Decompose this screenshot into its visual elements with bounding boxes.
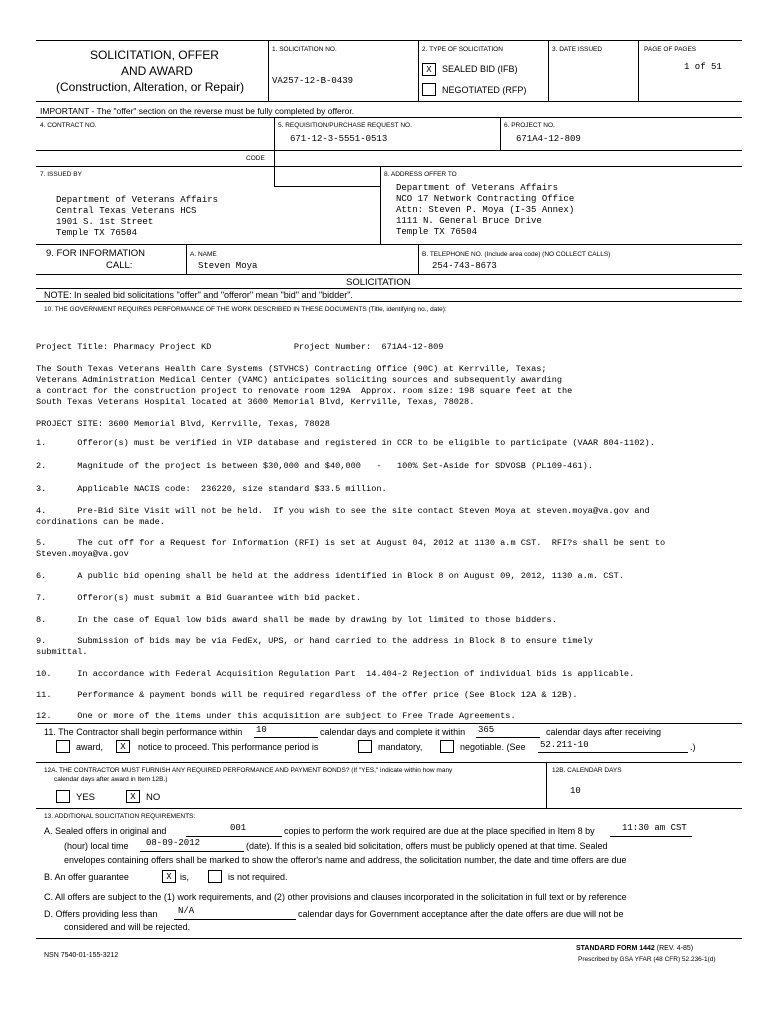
list-item: 8. In the case of Equal low bids award shall be made by drawing by lot limited to those bidders. [36, 615, 557, 625]
project-site: PROJECT SITE: 3600 Memorial Blvd, Kerrville, Texas, 78028 [36, 419, 330, 429]
list-item: 2. Magnitude of the project is between $30,000 and $40,000 - 100% Set-Aside for SDVOSB (PL109-461). [36, 461, 593, 471]
guarantee-is-label: is, [180, 872, 189, 882]
negotiable-label: negotiable. (See [460, 742, 526, 752]
solicitation-no-label: 1. SOLICITATION NO. [272, 46, 337, 53]
prescribed-by: Prescribed by GSA YFAR (48 CFR) 52.236-1(d) [578, 956, 716, 963]
copies-value[interactable]: 001 [230, 823, 247, 833]
list-item: 1. Offeror(s) must be verified in VIP database and registered in CCR to be eligible to participate (VAAR 804-1102). [36, 438, 655, 448]
see-close: .) [690, 742, 696, 752]
standard-form-rev: (REV. 4-85) [656, 945, 694, 952]
hour-prefix: (hour) local time [64, 841, 129, 851]
address-offer-line: 1111 N. General Bruce Drive [396, 216, 542, 226]
item10-label: 10. THE GOVERNMENT REQUIRES PERFORMANCE OF THE WORK DESCRIBED IN THESE DOCUMENTS (Title, identifying no., date): [44, 306, 447, 313]
item13-d-suffix: calendar days for Government acceptance after the date offers are due will not be [298, 909, 624, 919]
code-label: CODE [246, 155, 265, 162]
info-call-label: 9. FOR INFORMATION [46, 248, 146, 259]
mandatory-checkbox[interactable] [358, 740, 372, 753]
list-item: 5. The cut off for a Request for Information (RFI) is set at August 04, 2012 at 1130 a.m CST. RFI?s shall be sent to Steven.moya@va.gov [36, 538, 666, 559]
address-offer-label: 8. ADDRESS OFFER TO [384, 171, 457, 178]
issued-by-line: Central Texas Veterans HCS [56, 206, 197, 216]
negotiated-checkbox[interactable] [422, 83, 436, 96]
standard-form [576, 945, 693, 952]
issued-by-line: Temple TX 76504 [56, 228, 138, 238]
item12a-label2: calendar days after award in Item 12B.) [54, 776, 168, 783]
item11-days-complete[interactable]: 365 [478, 725, 495, 735]
info-phone-value[interactable]: 254-743-8673 [432, 261, 497, 271]
form-title-line2: AND AWARD [121, 64, 193, 78]
page-of-pages-value: 1 of 51 [684, 62, 722, 72]
note-text: NOTE: In sealed bid solicitations "offer" and "offeror" mean "bid" and "bidder". [44, 290, 353, 300]
guarantee-is-checkbox[interactable]: X [162, 870, 176, 883]
issued-by-line: 1901 S. 1st Street [56, 217, 154, 227]
form-title-line3: (Construction, Alteration, or Repair) [56, 80, 245, 94]
standard-form-name: STANDARD FORM 1442 [576, 945, 655, 952]
project-no-label: 6. PROJECT NO. [504, 122, 555, 129]
item11-days-begin[interactable]: 10 [256, 725, 267, 735]
guarantee-is-not-checkbox[interactable] [208, 870, 222, 883]
nsn-number: NSN 7540-01-155-3212 [44, 952, 119, 959]
solicitation-heading: SOLICITATION [346, 277, 411, 288]
bonds-yes-label: YES [76, 792, 96, 803]
item13-c-text: C. All offers are subject to the (1) work requirements, and (2) other provisions and clauses incorporated in the solicitation in full text or by reference [44, 892, 627, 902]
info-name-label: A. NAME [190, 251, 217, 258]
date-value[interactable]: 08-09-2012 [146, 838, 201, 848]
form-title-line1: SOLICITATION, OFFER [90, 48, 219, 62]
info-name-value[interactable]: Steven Moya [198, 261, 258, 271]
contract-no-label: 4. CONTRACT NO. [40, 122, 97, 129]
list-item: 11. Performance & payment bonds will be required regardless of the offer price (See Block 12A & 12B). [36, 690, 578, 700]
list-item: 12. One or more of the items under this acquisition are subject to Free Trade Agreements. [36, 711, 516, 721]
address-offer-line: Department of Veterans Affairs [396, 183, 559, 193]
item11-text1: 11. The Contractor shall begin performance within [44, 727, 243, 737]
item13-d-prefix: D. Offers providing less than [44, 909, 158, 919]
list-item: 6. A public bid opening shall be held at the address identified in Block 8 on August 09, 2012, 1130 a.m. CST. [36, 571, 624, 581]
negotiable-checkbox[interactable] [440, 740, 454, 753]
sealed-bid-checkbox[interactable]: X [422, 63, 436, 76]
guarantee-is-not-label: is not required. [228, 872, 288, 882]
project-no-value[interactable]: 671A4-12-809 [516, 134, 581, 144]
bonds-no-checkbox[interactable]: X [126, 790, 140, 803]
envelopes-text: envelopes containing offers shall be marked to show the offeror's name and address, the solicitation number, the date and time offers are due [64, 855, 627, 865]
item13-a-mid: copies to perform the work required are due at the place specified in Item 8 by [284, 826, 595, 836]
item12b-value[interactable]: 10 [570, 786, 581, 796]
issued-by-line: Department of Veterans Affairs [56, 195, 219, 205]
date-suffix: (date). If this is a sealed bid solicitation, offers must be publicly opened at that time. Sealed [246, 841, 608, 851]
important-note: IMPORTANT - The "offer" section on the reverse must be fully completed by offeror. [40, 106, 355, 116]
issued-by-label: 7. ISSUED BY [40, 171, 82, 178]
list-item: 4. Pre-Bid Site Visit will not be held. If you wish to see the site contact Steven Moya at steven.moya@va.gov and cordinations can be made. [36, 506, 650, 527]
notice-label: notice to proceed. This performance period is [138, 742, 319, 752]
project-title-line: Project Title: Pharmacy Project KD Project Number: 671A4-12-809 [36, 342, 444, 352]
item11-text3: calendar days after receiving [546, 727, 662, 737]
sealed-bid-label: SEALED BID (IFB) [442, 64, 518, 74]
requisition-no-value[interactable]: 671-12-3-5551-0513 [290, 134, 388, 144]
time-value[interactable]: 11:30 am CST [622, 823, 687, 833]
info-call-label2: CALL: [106, 260, 133, 271]
requisition-label: 5. REQUISITION/PURCHASE REQUEST NO. [278, 122, 412, 129]
award-checkbox[interactable] [56, 740, 70, 753]
notice-to-proceed-checkbox[interactable]: X [116, 740, 130, 753]
mandatory-label: mandatory, [378, 742, 423, 752]
address-offer-line: Attn: Steven P. Moya (I-35 Annex) [396, 205, 575, 215]
bonds-no-label: NO [146, 792, 161, 803]
see-reference[interactable]: 52.211-10 [540, 740, 589, 750]
intro-paragraph: The South Texas Veterans Health Care Systems (STVHCS) Contracting Office (90C) at Kerrville, Texas; Veterans Administration Medical Center (VAMC) anticipates soliciting sources and subsequently awarding a contract for the construction project to renovate room 129A Approx. room size: 198 square feet at the South Texas Veterans Hospital located at 3600 Memorial Blvd, Kerrville, Texas, 78028. [36, 364, 573, 407]
item12b-label: 12B. CALENDAR DAYS [552, 767, 622, 774]
list-item: 9. Submission of bids may be via FedEx, UPS, or hand carried to the address in Block 8 to ensure timely submittal. [36, 636, 593, 657]
award-label: award, [76, 742, 104, 752]
address-offer-line: Temple TX 76504 [396, 227, 478, 237]
date-issued-label: 3. DATE ISSUED [552, 46, 603, 53]
list-item: 3. Applicable NACIS code: 236220, size standard $33.5 million. [36, 484, 387, 494]
item13-a-prefix: A. Sealed offers in original and [44, 826, 167, 836]
item13-label: 13. ADDITIONAL SOLICITATION REQUIREMENTS: [44, 813, 196, 820]
list-item: 7. Offeror(s) must submit a Bid Guarantee with bid packet. [36, 593, 361, 603]
page-of-pages-label: PAGE OF PAGES [644, 46, 697, 53]
info-phone-label: B. TELEPHONE NO. (Include area code) (NO COLLECT CALLS) [422, 251, 611, 258]
type-of-solicitation-label: 2. TYPE OF SOLICITATION [422, 46, 503, 53]
negotiated-label: NEGOTIATED (RFP) [442, 85, 527, 95]
item13-b-prefix: B. An offer guarantee [44, 872, 129, 882]
acceptance-days-value[interactable]: N/A [178, 906, 195, 916]
solicitation-no-value[interactable]: VA257-12-B-0439 [272, 76, 354, 86]
list-item: 10. In accordance with Federal Acquisition Regulation Part 14.404-2 Rejection of individual bids is applicable. [36, 669, 635, 679]
item13-d-line2: considered and will be rejected. [64, 922, 191, 932]
item11-text2: calendar days and complete it within [320, 727, 466, 737]
address-offer-line: NCO 17 Network Contracting Office [396, 194, 575, 204]
item12a-label: 12A. THE CONTRACTOR MUST FURNISH ANY REQUIRED PERFORMANCE AND PAYMENT BONDS? (If "YES," indicate within how many [44, 767, 453, 774]
bonds-yes-checkbox[interactable] [56, 790, 70, 803]
